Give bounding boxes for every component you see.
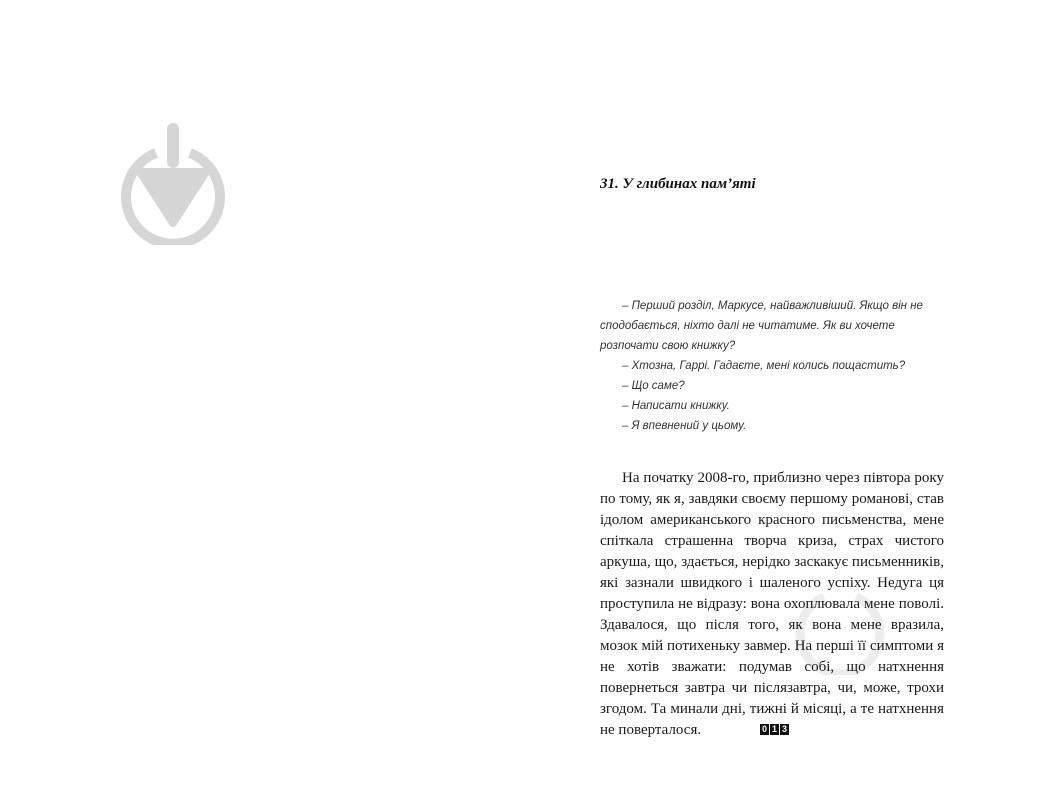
page-number-digit: 0 bbox=[761, 724, 767, 734]
epigraph-line: – Що саме? bbox=[622, 380, 685, 392]
page-number bbox=[760, 724, 789, 735]
body-text bbox=[600, 468, 944, 741]
epigraph-line: – Перший розділ, Маркусе, найважливіший. Якщо він не сподобається, ніхто далі не читатиме. Як ви хочете розпочати свою книжку? bbox=[600, 300, 923, 352]
epigraph bbox=[600, 296, 945, 436]
page-number-digit: 3 bbox=[781, 724, 787, 734]
page-number-digit: 1 bbox=[771, 724, 777, 734]
epigraph-line: – Я впевнений у цьому. bbox=[622, 420, 747, 432]
body-paragraph: На початку 2008-го, приблизно через півтора року по тому, як я, завдяки своєму першому романові, став ідолом американського красного письменства, мене спіткала страшенна творча криза, страх чистого аркуша, що, здається, нерідко заскакує письменників, які зазнали швидкого і шаленого успіху. Недуга ця проступила не відразу: вона охоплювала мене поволі. Здавалося, що після того, як вона мене вразила, мозок мій потихеньку завмер. На перші її симптоми я не хотів зважати: подумав собі, що натхнення повернеться завтра чи післязавтра, чи, може, трохи згодом. Та минали дні, тижні й місяці, а те натхнення не поверталося. bbox=[600, 470, 944, 738]
epigraph-line: – Хтозна, Гаррі. Гадаєте, мені колись пощастить? bbox=[622, 360, 906, 372]
download-icon bbox=[118, 120, 228, 245]
epigraph-line: – Написати книжку. bbox=[622, 400, 730, 412]
chapter-title: 31. У глибинах пам’яті bbox=[600, 176, 756, 192]
